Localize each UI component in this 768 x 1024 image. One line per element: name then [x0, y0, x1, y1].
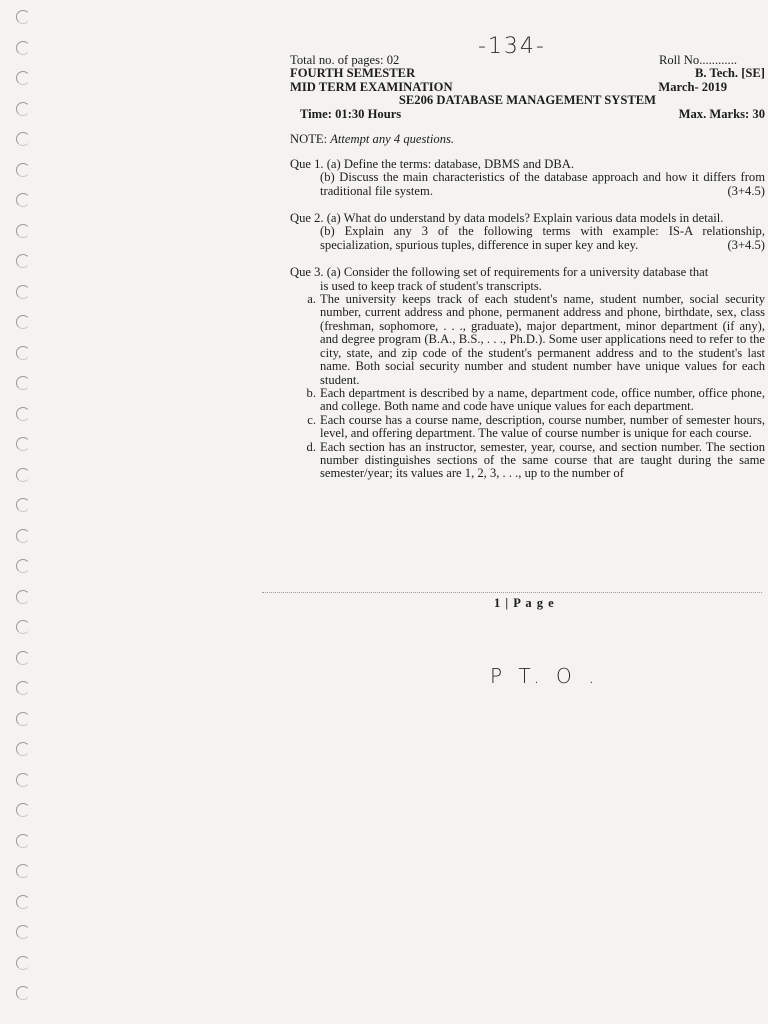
list-item-label: b. — [306, 385, 316, 400]
handwritten-pto: P T. O . — [490, 664, 600, 688]
binder-hole — [16, 559, 30, 573]
binder-hole — [16, 651, 30, 665]
binder-hole — [16, 346, 30, 360]
binder-hole — [16, 925, 30, 939]
program: B. Tech. [SE] — [695, 66, 765, 81]
question-2 — [290, 212, 765, 252]
list-item-text: The university keeps track of each student's name, student number, social security number, current address and phone, permanent address and phone, birthdate, sex, class (freshman, sophomore, . . ., graduate), major department, minor department (if any), and degree program (B.A., B.S., . . ., Ph.D.). Some user applications need to refer to the city, state, and zip code of the student's permanent address and to the student's last name. Both social security number and student number have unique values for each student. — [320, 292, 765, 387]
header-row-2 — [290, 67, 765, 81]
binder-hole — [16, 407, 30, 421]
max-marks: Max. Marks: 30 — [678, 106, 765, 121]
binder-hole — [16, 986, 30, 1000]
semester: FOURTH SEMESTER — [290, 66, 416, 81]
binder-holes — [10, 10, 40, 1010]
roll-no: Roll No............ — [658, 53, 737, 67]
question-2-b-text: (b) Explain any 3 of the following terms with example: IS-A relationship, specialization, spurious tuples, difference in super key and key. — [320, 224, 765, 252]
binder-hole — [16, 163, 30, 177]
note-label: NOTE: — [290, 132, 328, 147]
binder-hole — [16, 681, 30, 695]
binder-hole — [16, 254, 30, 268]
handwritten-number: -134- — [478, 34, 546, 59]
binder-hole — [16, 864, 30, 878]
binder-hole — [16, 712, 30, 726]
exam-date: March- 2019 — [658, 79, 727, 94]
question-1-b — [290, 171, 765, 198]
binder-hole — [16, 315, 30, 329]
question-1 — [290, 158, 765, 198]
exam-paper — [290, 34, 765, 481]
binder-hole — [16, 803, 30, 817]
list-item-text: Each department is described by a name, department code, office number, office phone, and college. Both name and code have unique values for each department. — [320, 385, 765, 414]
list-item-text: Each course has a course name, description, course number, number of semester hours, level, and offering department. The value of course number is unique for each course. — [320, 412, 765, 441]
binder-hole — [16, 834, 30, 848]
question-3-a-cont: is used to keep track of student's transcripts. — [320, 278, 542, 293]
binder-hole — [16, 742, 30, 756]
exam-time: Time: 01:30 Hours — [300, 106, 402, 121]
requirements-list — [290, 293, 765, 481]
binder-hole — [16, 41, 30, 55]
binder-hole — [16, 498, 30, 512]
binder-hole — [16, 71, 30, 85]
exam-title: MID TERM EXAMINATION — [290, 79, 453, 94]
list-item-label: c. — [307, 412, 316, 427]
list-item-label: d. — [306, 439, 316, 454]
question-2-a-text: Que 2. (a) What do understand by data models? Explain various data models in detail. — [290, 211, 724, 226]
question-3-a: Que 3. (a) Consider the following set of requirements for a university database that — [290, 265, 709, 280]
binder-hole — [16, 620, 30, 634]
list-item — [306, 439, 765, 481]
note — [290, 133, 765, 146]
binder-hole — [16, 132, 30, 146]
binder-hole — [16, 102, 30, 116]
header-row-5 — [290, 108, 765, 122]
question-2-a — [290, 212, 765, 225]
question-1-b-text: (b) Discuss the main characteristics of the database approach and how it differs from traditional file system. — [320, 170, 765, 198]
question-2-marks: (3+4.5) — [727, 237, 765, 252]
binder-hole — [16, 224, 30, 238]
list-item — [307, 412, 765, 441]
list-item-label: a. — [307, 292, 316, 307]
course-title: SE206 DATABASE MANAGEMENT SYSTEM — [398, 93, 657, 108]
binder-hole — [16, 895, 30, 909]
list-item — [306, 385, 765, 414]
binder-hole — [16, 468, 30, 482]
note-text: Attempt any 4 questions. — [330, 132, 455, 147]
binder-hole — [16, 193, 30, 207]
footer-divider — [262, 592, 762, 593]
binder-hole — [16, 285, 30, 299]
question-1-marks: (3+4.5) — [727, 183, 765, 198]
binder-hole — [16, 10, 30, 24]
binder-hole — [16, 529, 30, 543]
binder-hole — [16, 590, 30, 604]
binder-hole — [16, 956, 30, 970]
header-row-3 — [290, 81, 765, 95]
list-item — [307, 292, 765, 387]
total-pages: Total no. of pages: 02 — [290, 53, 400, 67]
binder-hole — [16, 376, 30, 390]
question-3 — [290, 266, 765, 481]
page-number: 1 | P a g e — [494, 596, 555, 610]
question-1-a: Que 1. (a) Define the terms: database, DBMS and DBA. — [290, 156, 574, 171]
question-2-b — [290, 225, 765, 252]
binder-hole — [16, 773, 30, 787]
binder-hole — [16, 437, 30, 451]
list-item-text: Each section has an instructor, semester, year, course, and section number. The section number distinguishes sections of the same course that are taught during the same semester/year; its values are 1, 2, 3, . . ., up to the number of — [320, 439, 765, 481]
